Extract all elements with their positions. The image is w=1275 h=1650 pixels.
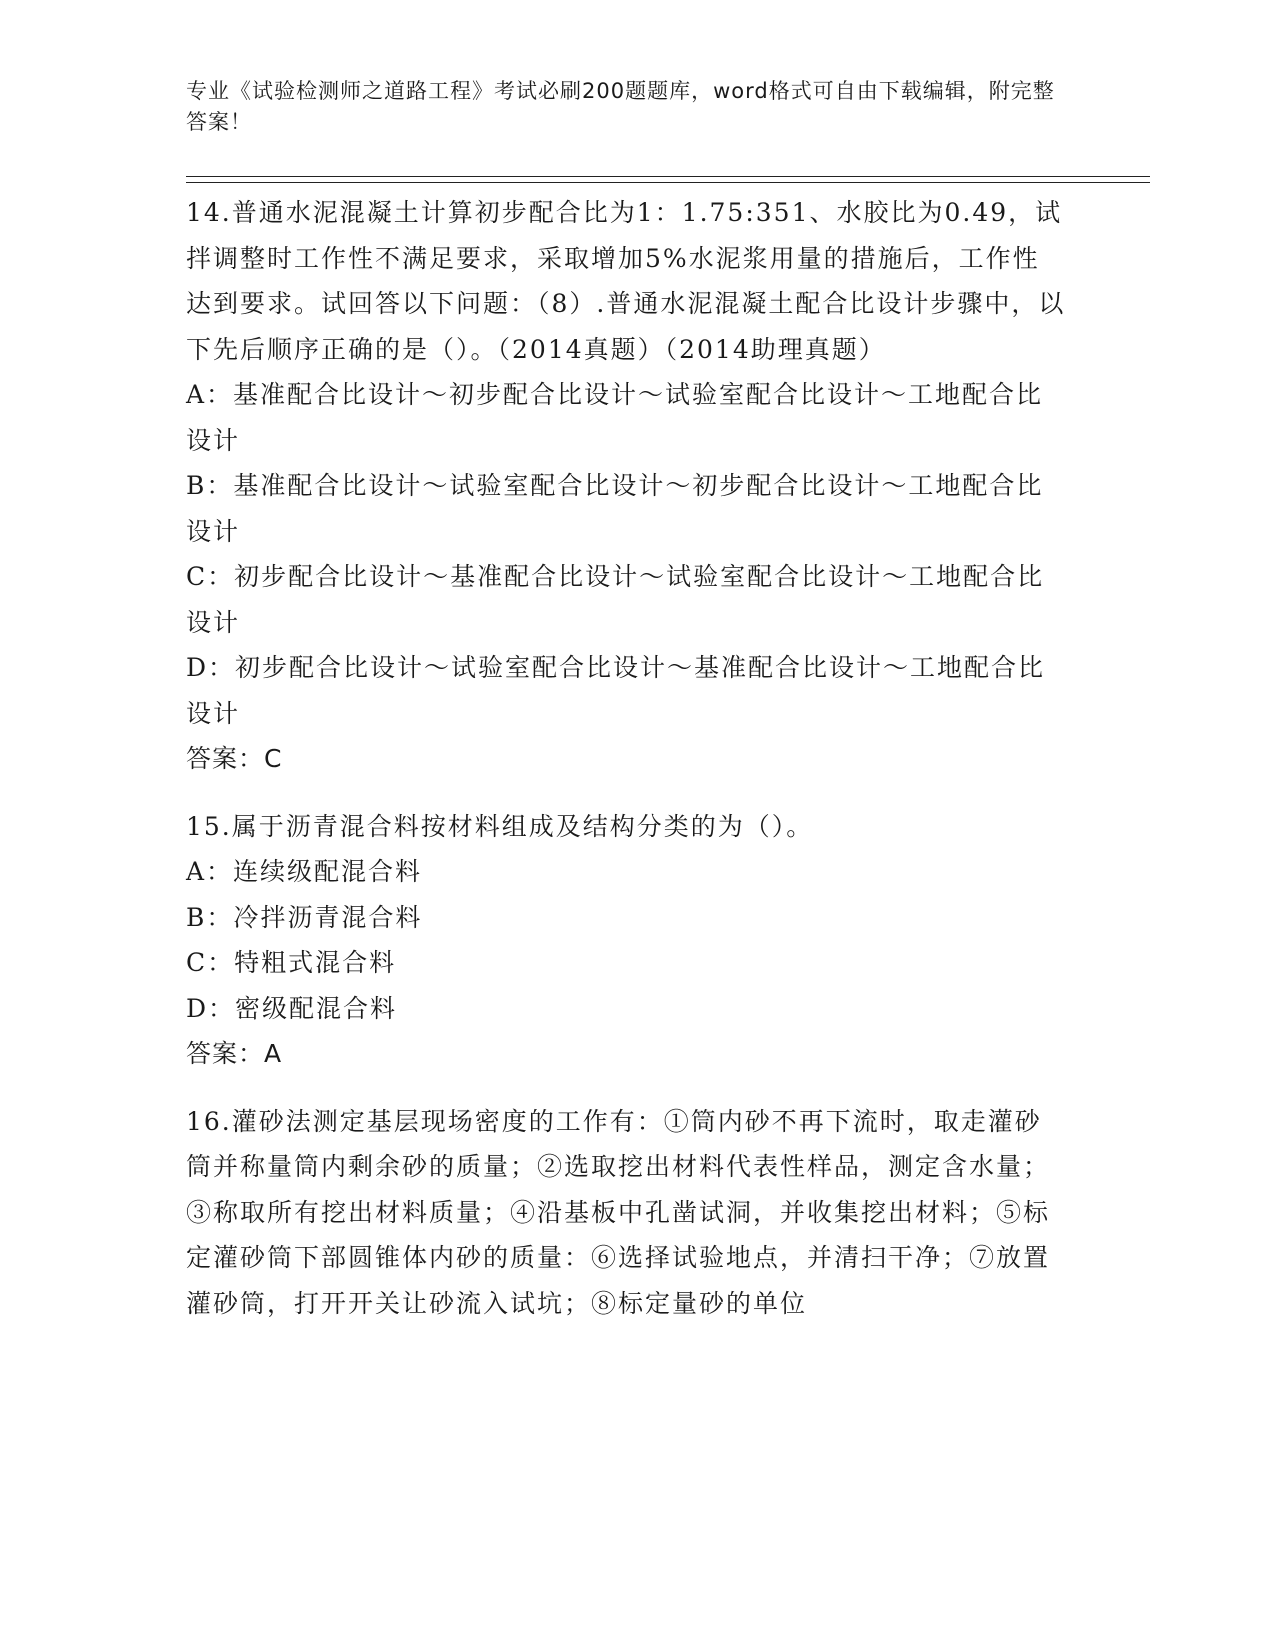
question-15: [186, 804, 1066, 1077]
option-a: A：基准配合比设计～初步配合比设计～试验室配合比设计～工地配合比设计: [186, 380, 1044, 455]
header-divider-top: [186, 176, 1150, 177]
question-stem: 14.普通水泥混凝土计算初步配合比为1：1.75:351、水胶比为0.49，试拌调整时工作性不满足要求，采取增加5%水泥浆用量的措施后，工作性达到要求。试回答以下问题：（8）.普通水泥混凝土配合比设计步骤中，以下先后顺序正确的是（）。（2014真题）（2014助理真题）: [186, 198, 1066, 364]
answer-line: 答案：A: [186, 1039, 283, 1068]
header-divider-bottom: [186, 182, 1150, 183]
option-c: C：初步配合比设计～基准配合比设计～试验室配合比设计～工地配合比设计: [186, 562, 1045, 637]
question-16: [186, 1099, 1066, 1327]
question-stem: 15.属于沥青混合料按材料组成及结构分类的为（）。: [186, 811, 814, 841]
spacer: [186, 1077, 1066, 1099]
document-header: 专业《试验检测师之道路工程》考试必刷200题题库，word格式可自由下载编辑，附完整答案！: [186, 79, 1055, 134]
option-d: D：初步配合比设计～试验室配合比设计～基准配合比设计～工地配合比设计: [186, 653, 1046, 728]
question-stem: 16.灌砂法测定基层现场密度的工作有：①筒内砂不再下流时，取走灌砂筒并称量筒内剩余砂的质量；②选取挖出材料代表性样品，测定含水量；③称取所有挖出材料质量；④沿基板中孔凿试洞，并收集挖出材料；⑤标定灌砂筒下部圆锥体内砂的质量：⑥选择试验地点，并清扫干净；⑦放置灌砂筒，打开开关让砂流入试坑；⑧标定量砂的单位: [186, 1106, 1051, 1318]
option-a: A：连续级配混合料: [186, 857, 423, 886]
option-d: D：密级配混合料: [186, 993, 398, 1023]
question-list: [186, 190, 1066, 1326]
answer-line: 答案：C: [186, 744, 283, 773]
option-b: B：冷拌沥青混合料: [186, 902, 423, 932]
option-b: B：基准配合比设计～试验室配合比设计～初步配合比设计～工地配合比设计: [186, 471, 1044, 546]
option-c: C：特粗式混合料: [186, 948, 397, 977]
spacer: [186, 782, 1066, 804]
question-14: [186, 190, 1066, 782]
